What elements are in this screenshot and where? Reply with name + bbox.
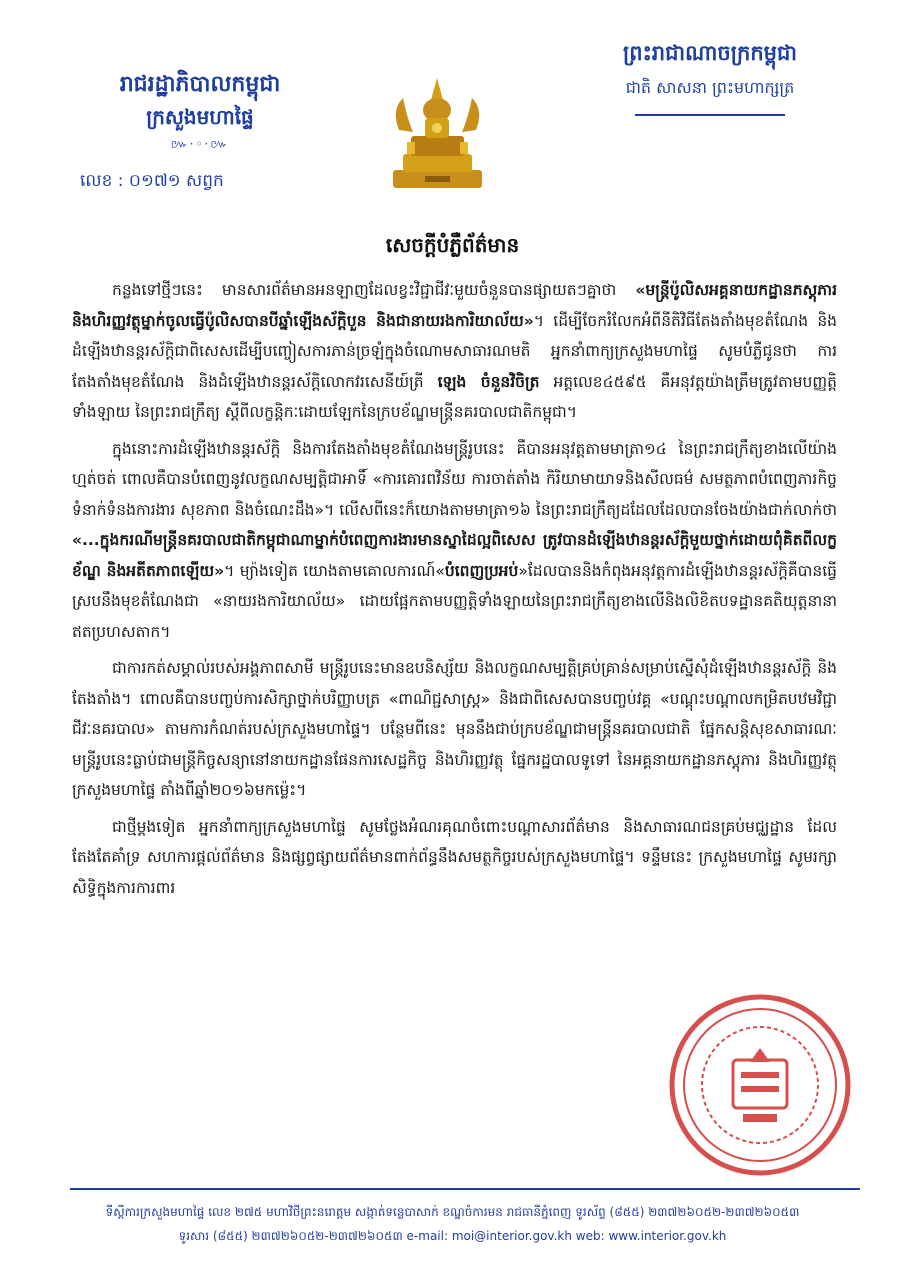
paragraph-2	[72, 434, 837, 648]
p1-quote: «មន្រ្តីប៉ូលិសអគ្គនាយកដ្ឋានភស្តុភារ និងហិរញ្ញវត្ថុម្នាក់ចូលធ្វើប៉ូលិសបានបីឆ្នាំឡើងស័ក្តិបួន និងជានាយរងការិយាល័យ»	[72, 281, 837, 330]
paragraph-1	[72, 275, 837, 428]
footer-address: ទីស្តីការក្រសួងមហាផ្ទៃ លេខ ២៧៥ មហាវិថីព្រះនរោត្តម សង្កាត់ទន្លេបាសាក់ ខណ្ឌចំការមន រាជធានីភ្នំពេញ ទូរស័ព្ទ (៨៥៥) ២៣៧២៦០៥២-២៣៧២៦០៥៣	[105, 1205, 800, 1219]
p1-text-b: ។ ដើម្បីចែករំលែកអំពីនីតិវិធីតែងតាំងមុខតំណែង និងដំឡើងឋានន្តរស័ក្តិជាពិសេសដើម្បីបញ្ចៀសការភាន់ច្រឡំក្នុងចំណោមសាធារណមតិ អ្នកនាំពាក្យក្រសួងមហាផ្ទៃ សូមបំភ្លឺជូនថា ការតែងតាំងមុខតំណែង និងដំឡើងឋានន្តរស័ក្តិលោកវរសេនីយ៍ត្រី	[72, 311, 838, 391]
p2-text-b: ។ ម្យ៉ាងទៀត យោងតាមគោលការណ៍«	[224, 561, 445, 580]
footer-contact: ទូរសារ (៨៥៥) ២៣៧២៦០៥២-២៣៧២៦០៥៣ e-mail: moi@interior.gov.kh web: www.interior.gov.kh	[178, 1229, 727, 1243]
paragraph-4: ជាថ្មីម្តងទៀត អ្នកនាំពាក្យក្រសួងមហាផ្ទៃ សូមថ្លែងអំណរគុណចំពោះបណ្តាសារព័ត៌មាន និងសាធារណជនគ្រប់មជ្ឈដ្ឋាន ដែលតែងតែគាំទ្រ សហការផ្តល់ព័ត៌មាន និងផ្សព្វផ្សាយព័ត៌មានពាក់ព័ន្ធនឹងសមត្ថកិច្ចរបស់ក្រសួងមហាផ្ទៃ។ ទន្ទឹមនេះ ក្រសួងមហាផ្ទៃ សូមរក្សាសិទ្ធិក្នុងការការពារ	[72, 817, 837, 897]
motto-underline	[635, 114, 785, 116]
royal-emblem-icon	[385, 70, 490, 200]
official-seal-icon	[665, 990, 855, 1180]
reference-value: ០១៧១ សព្វក	[128, 171, 224, 191]
national-motto: ជាតិ សាសនា ព្រះមហាក្សត្រ	[625, 78, 795, 97]
p2-text-c: »ដែលបាននិងកំពុងអនុវត្តការដំឡើងឋានន្តរស័ក្តិគឺបានធ្វើស្របនឹងមុខតំណែងជា «នាយរងការិយាល័យ» ដោយផ្អែកតាមបញ្ញត្តិទាំងឡាយនៃព្រះរាជក្រឹត្យខាងលើនិងលិខិតបទដ្ឋានគតិយុត្តនានាឥតប្រហសតាក។	[72, 561, 838, 641]
reference-number	[80, 170, 330, 195]
p2-quote: «...ក្នុងករណីមន្រ្តីនគរបាលជាតិកម្ពុជាណាម្នាក់បំពេញការងារមានស្នាដៃល្អពិសេស ត្រូវបានដំឡើងឋានន្តរស័ក្តិមួយថ្នាក់ដោយពុំគិតពីលក្ខខ័ណ្ឌ និងអតីតភាពឡើយ»	[72, 531, 837, 580]
kingdom-header	[580, 38, 840, 116]
header-ornament: ៚·◦·៚	[170, 137, 230, 151]
p1-text-c: អត្តលេខ៤៥៩៥ គឺអនុវត្តយ៉ាងត្រឹមត្រូវតាមបញ្ញត្តិទាំងឡាយ នៃព្រះរាជក្រឹត្យ ស្តីពីលក្ខន្តិកៈដោយឡែកនៃក្របខ័ណ្ឌមន្ត្រីនគរបាលជាតិកម្ពុជា។	[72, 372, 837, 421]
reference-label: លេខ :	[80, 171, 124, 191]
paragraph-3: ជាការកត់សម្គាល់របស់អង្គភាពសាមី មន្ត្រីរូបនេះមានឧបនិស្ស័យ និងលក្ខណសម្បត្តិគ្រប់គ្រាន់សម្រាប់ស្នើសុំដំឡើងឋានន្តរស័ក្តិ និងតែងតាំង។ ពោលគឺបានបញ្ចប់ការសិក្សាថ្នាក់បរិញ្ញាបត្រ «ពាណិជ្ជសាស្ត្រ» និងជាពិសេសបានបញ្ចប់វគ្គ «បណ្តុះបណ្តាលកម្រិតបឋមវិជ្ជាជីវៈនគរបាល» តាមការកំណត់របស់ក្រសួងមហាផ្ទៃ។ បន្ថែមពីនេះ មុននឹងជាប់ក្របខ័ណ្ឌជាមន្រ្តីនគរបាលជាតិ ផ្នែកសន្តិសុខសាធារណៈ មន្រ្តីរូបនេះធ្លាប់ជាមន្រ្តីកិច្ចសន្យានៅនាយកដ្ឋានផែនការសេដ្ឋកិច្ច និងហិរញ្ញវត្ថុ ផ្នែករដ្ឋបាលទូទៅ នៃអគ្គនាយកដ្ឋានភស្តុភារ និងហិរញ្ញវត្ថុ ក្រសួងមហាផ្ទៃ តាំងពីឆ្នាំ២០១៦មកម្ល៉េះ។	[72, 659, 837, 799]
kingdom-name: ព្រះរាជាណាចក្រកម្ពុជា	[622, 41, 797, 65]
contact-footer	[20, 1200, 885, 1248]
p2-principle: បំពេញប្រអប់	[444, 561, 519, 580]
ministry-name: ក្រសួងមហាផ្ទៃ	[146, 105, 254, 129]
document-title: សេចក្តីបំភ្លឺព័ត៌មាន	[385, 233, 520, 257]
officer-name: ឡេង ចំនួនវិចិត្រ	[437, 372, 540, 391]
p1-text-a: កន្លងទៅថ្មីៗនេះ មានសារព័ត៌មានអនឡាញដែលខ្វះវិជ្ជាជីវៈមួយចំនួនបានផ្សាយតៗគ្នាថា	[112, 281, 617, 299]
p2-text-a: ក្នុងនោះការដំឡើងឋានន្តរស័ក្តិ និងការតែងតាំងមុខតំណែងមន្ត្រីរូបនេះ គឺបានអនុវត្តតាមមាត្រា១៤ នៃព្រះរាជក្រឹត្យខាងលើយ៉ាងហ្មត់ចត់ ពោលគឺបានបំពេញនូវលក្ខណសម្បត្តិជាអាទិ៍ «ការគោរពវិន័យ ការចាត់តាំង កិរិយាមាយាទនិងសីលធម៌ សមត្ថភាពបំពេញភារកិច្ច ទំនាក់ទំនងការងារ សុខភាព និងចំណេះដឹង»។ លើសពីនេះក៏យោងតាមមាត្រា១៦ នៃព្រះរាជក្រឹត្យដដែលដែលបានចែងយ៉ាងជាក់លាក់ថា	[72, 439, 837, 519]
document-body	[72, 275, 837, 909]
ministry-header	[70, 70, 330, 191]
footer-divider	[70, 1188, 860, 1190]
government-name: រាជរដ្ឋាភិបាលកម្ពុជា	[119, 72, 281, 97]
